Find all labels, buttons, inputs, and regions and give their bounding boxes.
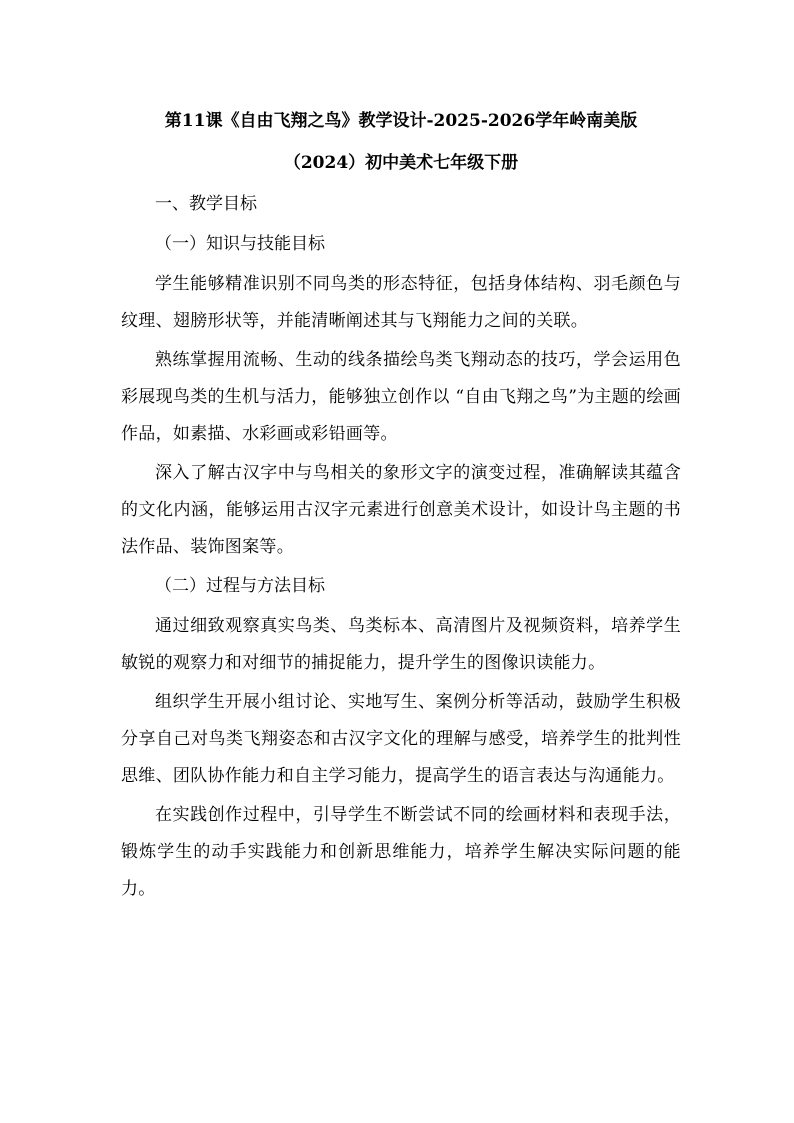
section-heading-teaching-goals: 一、教学目标 <box>155 194 257 214</box>
paragraph: 深入了解古汉字中与鸟相关的象形文字的演变过程，准确解读其蕴含的文化内涵，能够运用古汉字元素进行创意美术设计，如设计鸟主题的书法作品、装饰图案等。 <box>121 463 681 557</box>
paragraph: 通过细致观察真实鸟类、鸟类标本、高清图片及视频资料，培养学生敏锐的观察力和对细节的捕捉能力，提升学生的图像识读能力。 <box>121 616 681 673</box>
paragraph: 熟练掌握用流畅、生动的线条描绘鸟类飞翔动态的技巧，学会运用色彩展现鸟类的生机与活力，能够独立创作以 “自由飞翔之鸟”为主题的绘画作品，如素描、水彩画或彩铅画等。 <box>121 350 681 444</box>
paragraph: 在实践创作过程中，引导学生不断尝试不同的绘画材料和表现手法，锻炼学生的动手实践能力和创新思维能力，培养学生解决实际问题的能力。 <box>121 805 681 899</box>
subsection-heading-process-methods: （二）过程与方法目标 <box>155 576 325 596</box>
document-title <box>121 100 681 184</box>
title-line-2: （2024）初中美术七年级下册 <box>283 153 519 173</box>
document-body <box>121 100 681 908</box>
paragraph: 学生能够精准识别不同鸟类的形态特征，包括身体结构、羽毛颜色与纹理、翅膀形状等，并能清晰阐述其与飞翔能力之间的关联。 <box>121 274 681 331</box>
subsection-heading-knowledge-skills: （一）知识与技能目标 <box>155 234 325 254</box>
paragraph: 组织学生开展小组讨论、实地写生、案例分析等活动，鼓励学生积极分享自己对鸟类飞翔姿态和古汉字文化的理解与感受，培养学生的批判性思维、团队协作能力和自主学习能力，提高学生的语言表达与沟通能力。 <box>121 692 681 786</box>
title-line-1: 第11课《自由飞翔之鸟》教学设计-2025-2026学年岭南美版 <box>164 111 638 131</box>
